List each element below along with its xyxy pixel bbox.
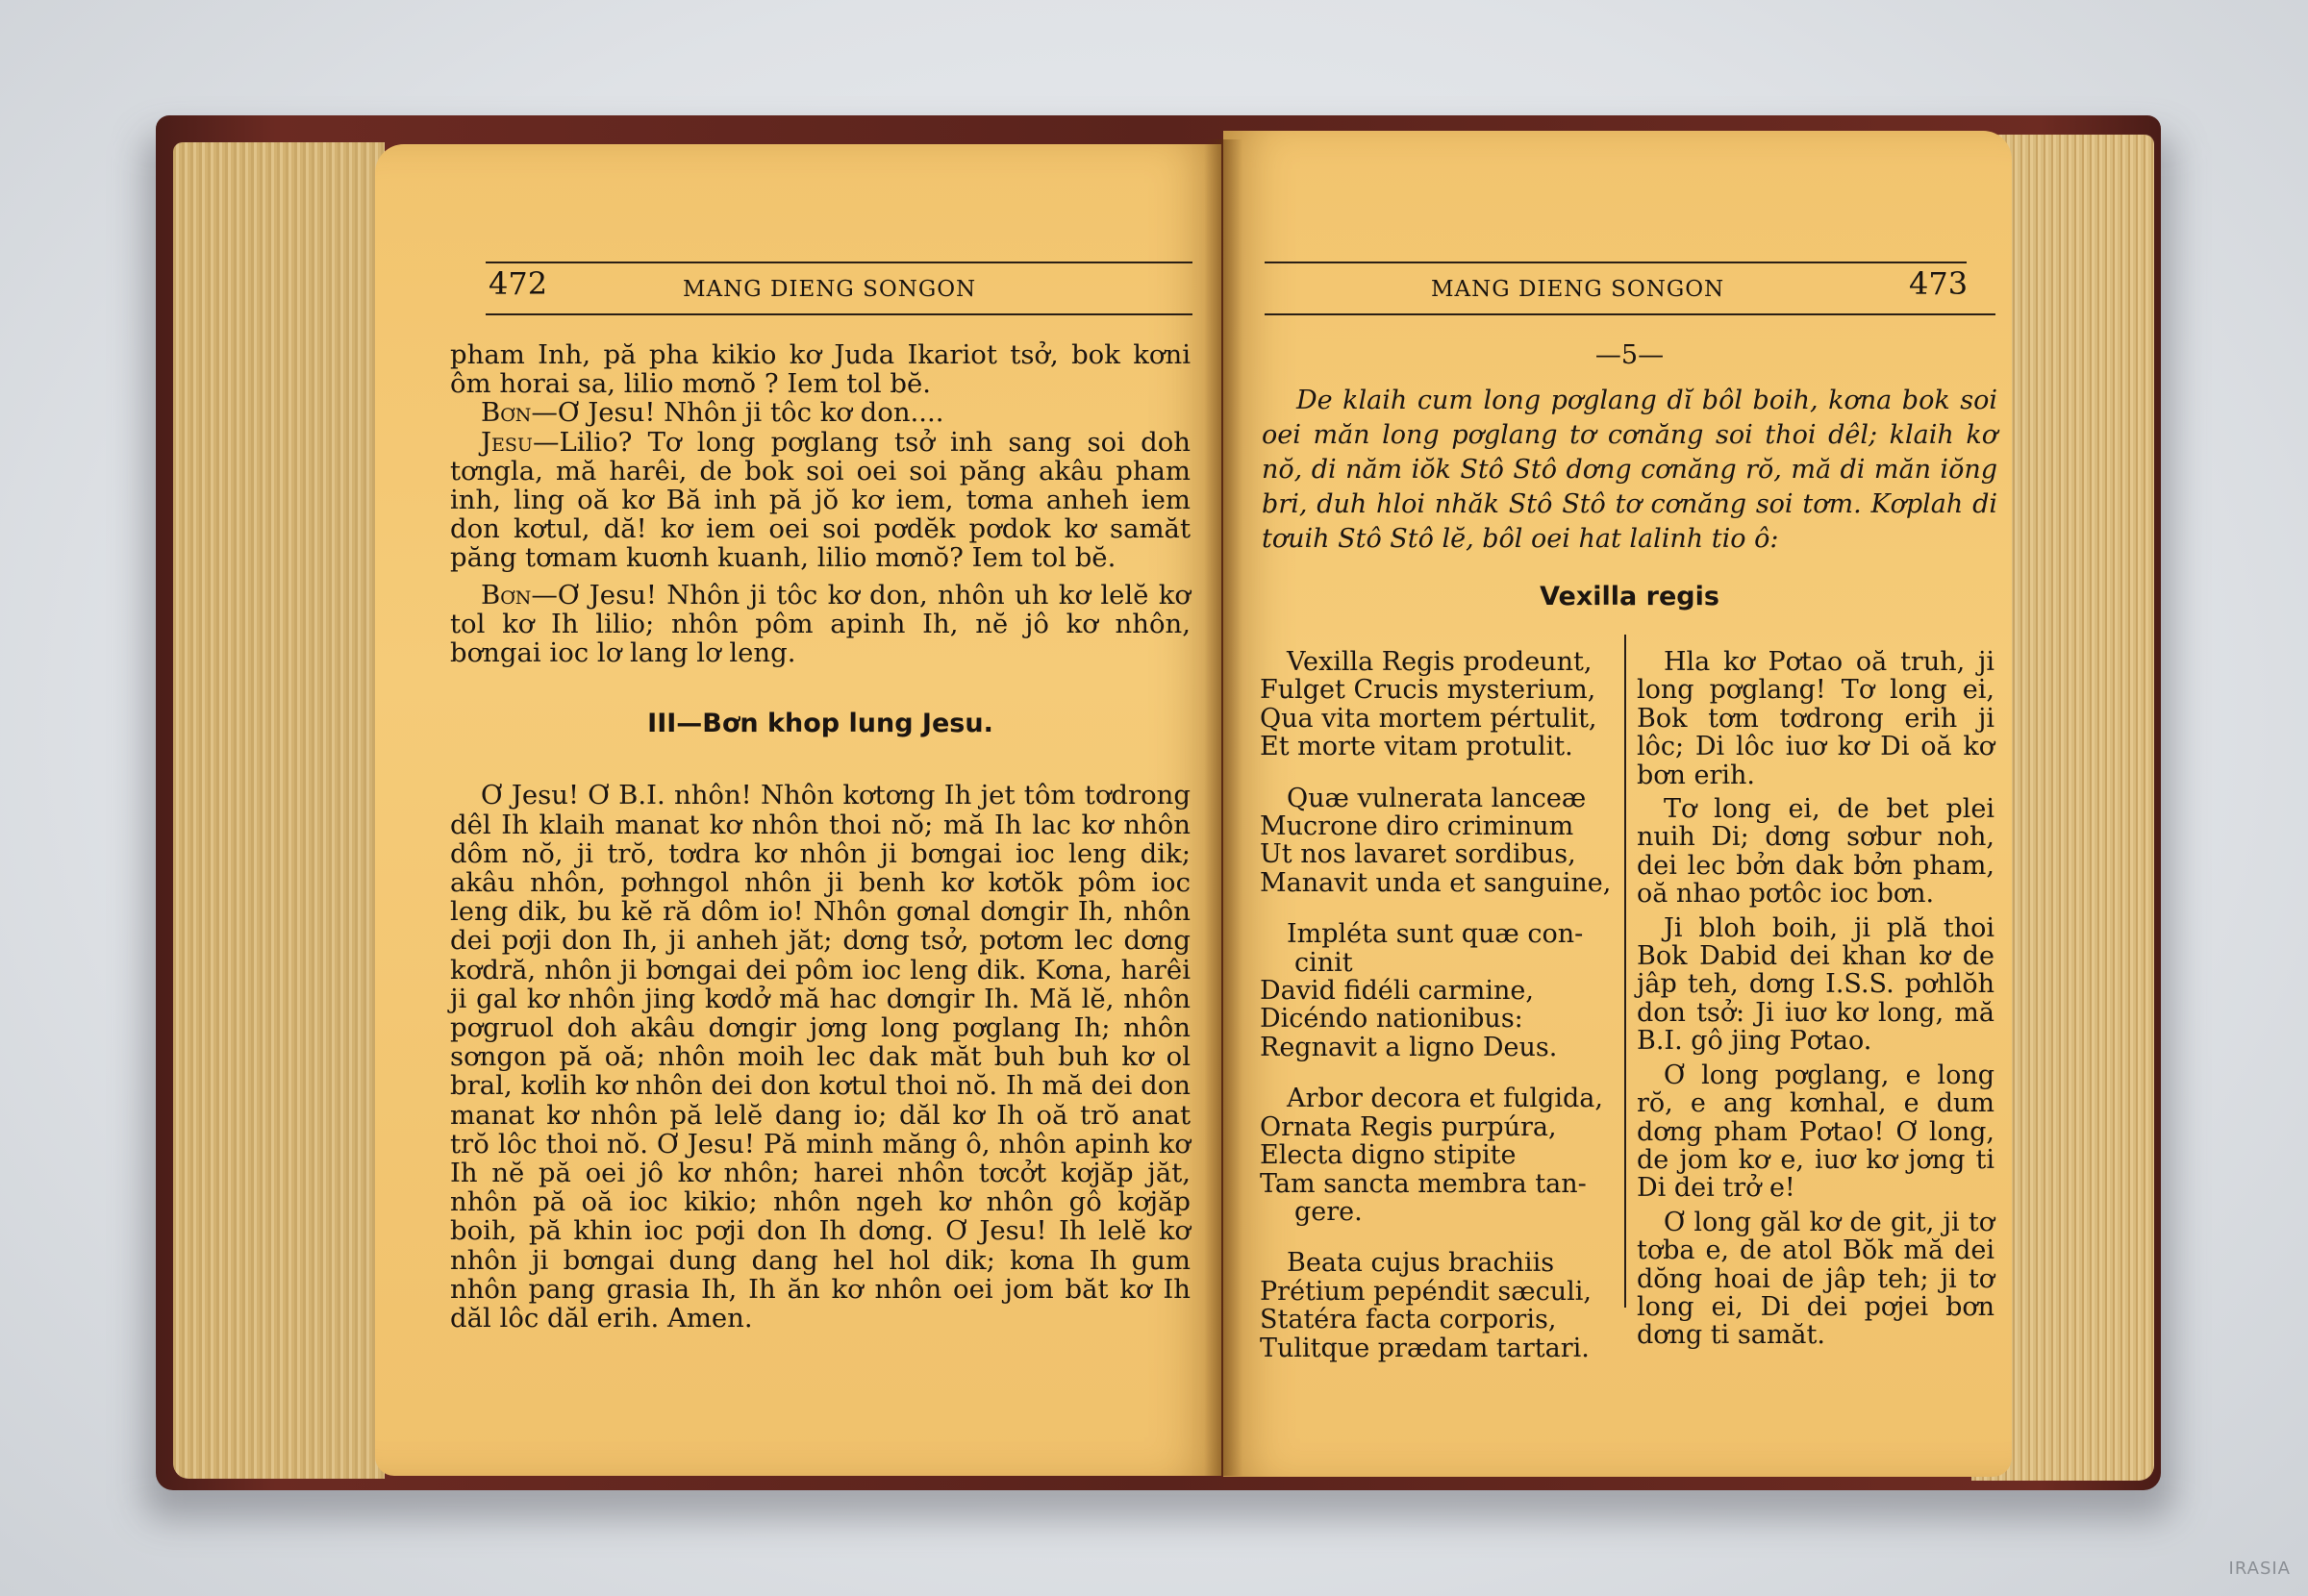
latin-line: Tulitque prædam tartari. (1260, 1333, 1590, 1363)
left-para-3 (450, 428, 1191, 573)
latin-line: Qua vita mortem pértulit, (1260, 703, 1597, 734)
right-running-head: MANG DIENG SONGON (1431, 277, 1725, 302)
latin-line: Quæ vulnerata lanceæ (1287, 783, 1587, 813)
left-para-2 (450, 398, 1191, 427)
left-para-2-text: —Ơ Jesu! Nhôn ji tôc kơ don.... (531, 397, 944, 429)
vernacular-stanza: Hla kơ Pơtao oă truh, ji long pơglang! Tơ long ei, Bok tơm tơdrong erih ji lôc; Di lôc iuơ kơ Di oă kơ bơn erih. (1637, 647, 1994, 790)
vernacular-column (1637, 648, 1994, 1356)
latin-line: Regnavit a ligno Deus. (1260, 1032, 1558, 1062)
speaker-label: Bơn (481, 397, 532, 429)
latin-line: Tam sancta membra tan- (1260, 1168, 1587, 1199)
latin-line: Vexilla Regis prodeunt, (1287, 647, 1593, 677)
hymn-title: Vexilla regis (1540, 582, 1719, 611)
latin-column (1260, 648, 1616, 1385)
left-para-1: pham Inh, pă pha kikio kơ Juda Ikariot tsở, bok kơni ôm horai sa, lilio mơnŏ ? Iem tol bĕ. (450, 339, 1191, 400)
left-page-number: 472 (489, 265, 548, 302)
speaker-label: Bơn (481, 579, 532, 611)
left-running-head: MANG DIENG SONGON (683, 277, 977, 302)
latin-line: Manavit unda et sanguine, (1260, 867, 1612, 898)
latin-stanza (1260, 1249, 1616, 1362)
vernacular-stanza: Ơ long găl kơ de git, ji tơ tơba e, de atol Bŏk mă dei dŏng hoai de jâp teh; ji tơ long ei, Di dei pơjei bơn dơng ti samăt. (1637, 1207, 1994, 1351)
right-intro: De klaih cum long pơglang dĭ bôl boih, kơna bok soi oei măn long pơglang tơ cơnăng soi thoi dêl; klaih kơ nŏ, di năm iŏk Stô Stô dơng cơnăng rŏ, mă di măn iŏng bri, duh hloi nhăk Stô Stô tơ cơnăng soi tơm. Kơplah di tơuih Stô Stô lĕ, bôl oei hat lalinh tio ô: (1262, 386, 1997, 554)
latin-line: Arbor decora et fulgida, (1287, 1084, 1603, 1114)
latin-line: Statéra facta corporis, (1260, 1305, 1557, 1335)
latin-stanza (1260, 920, 1616, 1061)
latin-line: Et morte vitam protulit. (1260, 732, 1573, 762)
latin-line: Ut nos lavaret sordibus, (1260, 839, 1576, 870)
latin-line: cinit (1294, 947, 1353, 978)
latin-line: Ornata Regis purpúra, (1260, 1111, 1557, 1142)
latin-line: Impléta sunt quæ con- (1287, 919, 1584, 950)
right-page-number: 473 (1909, 265, 1969, 302)
latin-line: Beata cujus brachiis (1287, 1248, 1555, 1279)
left-para-3-text: —Lilio? Tơ long pơglang tsở inh sang soi doh tơngla, mă harêi, de bok soi oei soi păng akâu pham inh, ling oă kơ Bă inh pă jŏ kơ iem, tơma anheh iem don kơtul, dă! kơ iem oei soi pơdĕk pơdok kơ samăt păng tơmam kuơnh kuanh, lilio mơnŏ? Iem tol bĕ. (450, 426, 1191, 574)
left-section-title: III—Bơn khop lung Jesu. (647, 709, 993, 739)
left-page-body (450, 340, 1191, 1333)
left-para-4 (450, 581, 1191, 668)
latin-line: Prétium pepéndit sæculi, (1260, 1276, 1592, 1307)
vernacular-stanza: Tơ long ei, de bet plei nuih Di; dơng sơbur noh, dei lec bởn dak bởn pham, oă nhao pơtôc ioc bơn. (1637, 794, 1994, 910)
vernacular-stanza: Ơ long pơglang, e long rŏ, e ang kơnhal, e dum dơng pham Pơtao! Ơ long, de jom kơ e, iuơ kơ jơng ti Di dei trở e! (1637, 1060, 1994, 1204)
left-header-rule-top (486, 262, 1192, 263)
latin-line: Dicéndo nationibus: (1260, 1004, 1523, 1035)
latin-stanza (1260, 1085, 1616, 1226)
book-gutter (1204, 139, 1242, 1476)
latin-line: Mucrone diro criminum (1260, 811, 1574, 842)
latin-stanza (1260, 648, 1616, 761)
left-para-4-text: —Ơ Jesu! Nhôn ji tôc kơ don, nhôn uh kơ lelĕ kơ tol kơ Ih lilio; nhôn pôm apinh Ih, nĕ jô kơ nhôn, bơngai ioc lơ lang lơ leng. (450, 579, 1191, 669)
right-header-rule-top (1265, 262, 1967, 263)
right-section-number: —5— (1594, 340, 1665, 370)
right-page-body (1262, 340, 1997, 611)
left-header-rule (486, 313, 1192, 315)
column-divider (1624, 635, 1626, 1308)
left-prayer: Ơ Jesu! Ơ B.I. nhôn! Nhôn kơtơng Ih jet tôm tơdrong dêl Ih klaih manat kơ nhôn thoi nŏ; mă Ih lac kơ nhôn dôm nŏ, ji trŏ, tơdra kơ nhôn ji bơngai ioc leng dik; akâu nhôn, pơhngol nhôn ji benh kơ kơtŏk pôm ioc leng dik, bu kĕ ră dôm io! Nhôn gơnal dơngir Ih, nhôn dei pơji don Ih, ji anheh jăt; dơng tsở, pơtơm lec dơng kơdră, nhôn ji bơngai dei pôm ioc leng dik. Kơna, harêi ji gal kơ nhôn jing kơdở mă hac dơngir Ih. Mă lĕ, nhôn pơgruol doh akâu dơngir jơng long pơglang Ih; nhôn sơngon pă oă; nhôn moih lec dak măt buh buh kơ ol bral, kơlih kơ nhôn dei don kơtul thoi nŏ. Ih mă dei don manat kơ nhôn pă lelĕ dang io; dăl kơ Ih oă trŏ anat trŏ lôc thoi nŏ. Ơ Jesu! Pă minh măng ô, nhôn apinh kơ Ih nĕ pă oei jô kơ nhôn; harei nhôn tơcởt kơjăp jăt, nhôn pă oă ioc kikio; nhôn ngeh kơ nhôn gô kơjăp boih, pă khin ioc pơji don Ih dơng. Ơ Jesu! Ih lelĕ kơ nhôn ji bơngai dung dang hel hol dik; kơna Ih gum nhôn pang grasia Ih, Ih ăn kơ nhôn oei jom băt kơ Ih dăl lôc dăl erih. Amen. (450, 780, 1191, 1334)
watermark: IRASIA (2228, 1559, 2291, 1579)
right-header-rule (1265, 313, 1995, 315)
latin-line: Electa digno stipite (1260, 1140, 1517, 1171)
vernacular-stanza: Ji bloh boih, ji plă thoi Bok Dabid dei khan kơ de jâp teh, dơng I.S.S. pơhlŏh don tsở: Ji iuơ kơ long, mă B.I. gô jing Pơtao. (1637, 912, 1994, 1057)
latin-stanza (1260, 785, 1616, 898)
latin-line: gere. (1294, 1196, 1363, 1227)
left-page-edges (173, 142, 385, 1479)
latin-line: Fulget Crucis mysterium, (1260, 675, 1596, 706)
speaker-label: Jesu (481, 426, 533, 458)
latin-line: David fidéli carmine, (1260, 976, 1534, 1007)
